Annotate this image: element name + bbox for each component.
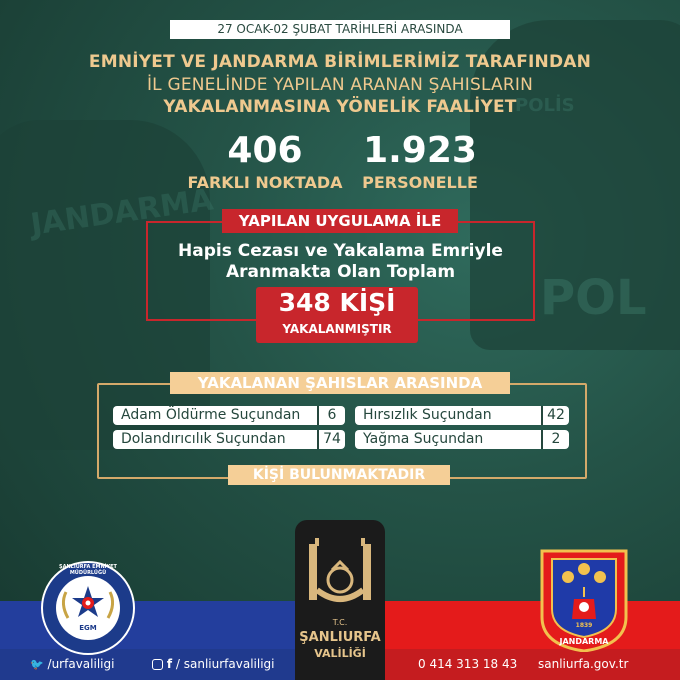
operation-label: YAPILAN UYGULAMA İLE — [222, 209, 458, 233]
governor-tc-text: T.C. — [332, 618, 348, 627]
social-link[interactable] — [152, 657, 275, 671]
count-value: 348 KİŞİ — [278, 288, 396, 317]
date-banner: 27 OCAK-02 ŞUBAT TARİHLERİ ARASINDA — [170, 20, 510, 39]
crime-row — [355, 406, 569, 425]
crime-footer: KİŞİ BULUNMAKTADIR — [228, 465, 450, 485]
headline-line-2: İL GENELİNDE YAPILAN ARANAN ŞAHISLARIN — [146, 75, 534, 95]
stat-personnel-value: 1.923 — [363, 130, 477, 171]
crime-name: Adam Öldürme Suçundan — [121, 407, 301, 423]
crime-name: Yağma Suçundan — [363, 431, 484, 447]
operation-line-1: Hapis Cezası ve Yakalama Emriyle — [178, 241, 503, 261]
crime-row — [113, 406, 345, 425]
police-logo — [40, 560, 136, 656]
crime-count: 6 — [317, 406, 345, 425]
facebook-icon: f — [166, 657, 173, 671]
gendarmerie-year: 1839 — [575, 622, 593, 629]
social-handle: / sanliurfavaliligi — [175, 657, 275, 671]
background-polis-text: POLİS — [515, 95, 575, 116]
governorship-emblem-icon — [295, 520, 385, 615]
twitter-icon: 🐦 — [30, 658, 44, 671]
website-link[interactable]: sanliurfa.gov.tr — [538, 657, 629, 671]
phone-number: 0 414 313 18 43 — [418, 657, 518, 671]
gendarmerie-logo — [538, 547, 630, 652]
crime-title: YAKALANAN ŞAHISLAR ARASINDA — [170, 372, 510, 394]
crime-name: Hırsızlık Suçundan — [363, 407, 492, 423]
stat-personnel-label: PERSONELLE — [362, 173, 478, 192]
police-ring-text: ŞANLIURFA EMNİYET MÜDÜRLÜĞÜ — [59, 564, 117, 576]
governor-city-text: ŞANLIURFA — [299, 630, 381, 645]
governor-office-text: VALİLİĞİ — [314, 647, 366, 660]
stat-points-label: FARKLI NOKTADA — [187, 173, 343, 192]
crime-count: 74 — [317, 430, 345, 449]
crime-row — [113, 430, 345, 449]
stat-points-value: 406 — [227, 130, 303, 171]
background-jandarma-text: JANDARMA — [28, 182, 216, 243]
crime-name: Dolandırıcılık Suçundan — [121, 431, 286, 447]
count-caption: YAKALANMIŞTIR — [282, 322, 392, 336]
gendarmerie-name: JANDARMA — [559, 637, 609, 646]
operation-line-2: Aranmakta Olan Toplam — [225, 262, 456, 282]
crime-row — [355, 430, 569, 449]
twitter-handle: /urfavaliligi — [47, 657, 115, 671]
crime-count: 42 — [541, 406, 569, 425]
headline-line-1: EMNİYET VE JANDARMA BİRİMLERİMİZ TARAFINDAN — [88, 52, 592, 72]
crime-count: 2 — [541, 430, 569, 449]
headline-line-3: YAKALANMASINA YÖNELİK FAALİYET — [163, 97, 517, 117]
instagram-icon — [152, 659, 163, 670]
twitter-link[interactable] — [30, 657, 114, 671]
background-pol-text: POL — [540, 270, 647, 326]
police-egm-text: EGM — [79, 624, 97, 632]
